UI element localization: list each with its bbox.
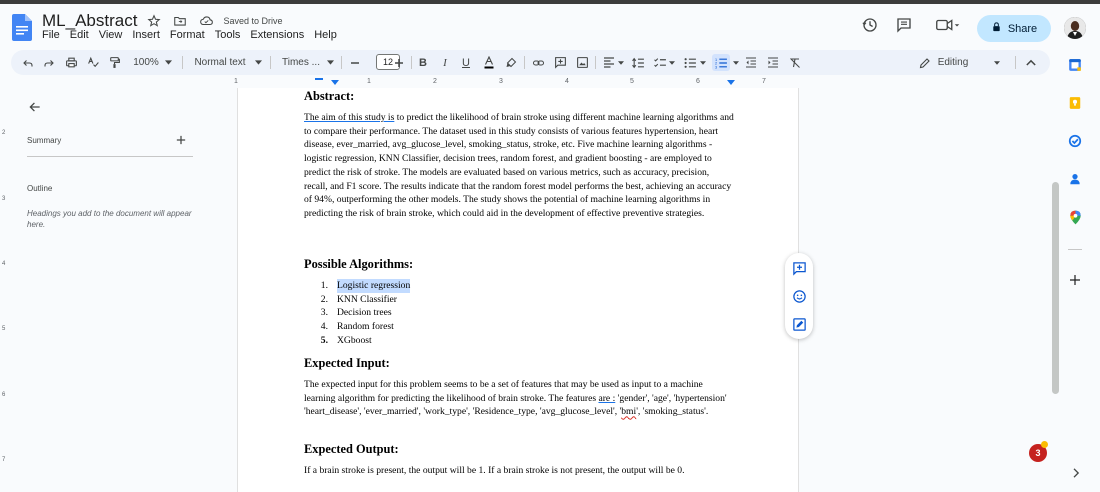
grammar-flag-text: are : (598, 392, 616, 404)
bold-icon[interactable]: B (419, 56, 427, 69)
abstract-paragraph[interactable] (304, 111, 734, 221)
ruler-number: 2 (433, 78, 437, 85)
maps-icon[interactable] (1064, 206, 1086, 228)
document-outline-panel (0, 88, 236, 492)
spellcheck-icon[interactable] (86, 55, 100, 70)
input-text: 'gender', 'age', 'hypertension' 'heart_disease', 'ever_married', 'work_type', 'Residence_type, 'avg_glucose_level', ' (304, 392, 727, 418)
emoji-reaction-icon[interactable] (791, 288, 807, 304)
menu-insert[interactable]: Insert (132, 29, 160, 41)
title-row (42, 11, 282, 31)
add-comment-icon[interactable] (553, 55, 567, 70)
docs-logo-icon[interactable] (12, 14, 32, 41)
list-text-selected: Logistic regression (337, 280, 411, 291)
editing-pencil-icon[interactable] (918, 55, 932, 70)
menu-edit[interactable]: Edit (69, 29, 89, 41)
menu-help[interactable]: Help (314, 29, 337, 41)
side-panel-divider (1068, 249, 1082, 250)
increase-font-size-icon[interactable] (393, 55, 405, 70)
paragraph-style-select[interactable]: Normal text (194, 57, 246, 68)
abstract-body-text: to predict the likelihood of brain stroke using different machine learning algorithms and to compare their performance. The dataset used in this study consists of various features hypertension, heart disease, ever_married, avg_glucose_level, smoking_status, stroke, etc. Five machine learning algorithms - logistic regression, KNN Classifier, decision trees, random forest, and gradient boosting - are employed to predict the risk of stroke. The models are evaluated based on various metrics, such as accuracy, precision, recall, and F1 score. The results indicate that the random forest model performs the best, achieving an accuracy of 94%, outperforming the other models. The study shows the potential of machine learning algorithms in predicting the risk of brain stroke, which could aid in the development of effective preventive strategies. (304, 112, 734, 219)
algorithms-list[interactable] (304, 279, 410, 348)
editing-mode-dropdown-icon[interactable] (993, 55, 1001, 70)
redo-icon[interactable] (42, 55, 56, 70)
list-number: 1. (320, 280, 328, 291)
editing-mode-select[interactable]: Editing (937, 57, 969, 68)
vruler-mark: 6 (2, 392, 6, 398)
list-item[interactable] (304, 320, 410, 334)
close-outline-arrow-icon[interactable] (28, 100, 42, 119)
left-indent-handle[interactable] (331, 80, 339, 85)
right-indent-handle[interactable] (727, 80, 735, 85)
numbered-list-dropdown-icon[interactable] (732, 55, 740, 70)
floating-comment-bar (785, 253, 813, 339)
cloud-saved-icon[interactable] (197, 12, 215, 30)
account-avatar[interactable] (1064, 17, 1086, 39)
horizontal-ruler (234, 78, 797, 88)
get-addons-plus-icon[interactable] (1064, 269, 1086, 291)
menu-format[interactable]: Format (169, 29, 205, 41)
menu-tools[interactable]: Tools (214, 29, 241, 41)
comments-icon[interactable] (895, 16, 913, 34)
vruler-mark: 7 (2, 457, 6, 463)
toolbar-divider (270, 56, 271, 69)
list-item[interactable] (304, 293, 410, 307)
move-folder-icon[interactable] (171, 12, 189, 30)
outline-label: Outline (27, 184, 53, 193)
list-item[interactable] (304, 306, 410, 320)
document-scrollbar-thumb[interactable] (1052, 182, 1059, 394)
lock-icon (991, 21, 1002, 36)
add-summary-plus-icon[interactable] (176, 132, 186, 148)
document-page[interactable] (237, 88, 799, 492)
ruler-number: 6 (696, 78, 700, 85)
checklist-icon[interactable] (653, 55, 667, 70)
menu-view[interactable]: View (98, 29, 123, 41)
text-color-icon[interactable] (482, 55, 496, 70)
font-size-input[interactable]: 12 (376, 54, 400, 70)
calendar-icon[interactable] (1064, 54, 1086, 76)
star-icon[interactable] (145, 12, 163, 30)
ruler-number: 3 (499, 78, 503, 85)
insert-link-icon[interactable] (531, 55, 545, 70)
outline-divider (27, 156, 193, 157)
toolbar-divider (182, 56, 183, 69)
contacts-icon[interactable] (1064, 168, 1086, 190)
clear-formatting-icon[interactable] (788, 55, 802, 70)
list-text: Random forest (337, 321, 394, 333)
output-paragraph[interactable]: If a brain stroke is present, the output will be 1. If a brain stroke is not present, the output will be 0. (304, 465, 685, 476)
vruler-mark: 3 (2, 196, 6, 202)
italic-icon[interactable]: I (443, 56, 447, 69)
add-comment-icon[interactable] (791, 260, 807, 276)
first-line-indent-handle[interactable] (315, 78, 323, 80)
list-number: 3. (320, 307, 328, 319)
zoom-value[interactable]: 100% (133, 57, 159, 68)
notification-dot (1041, 441, 1048, 448)
style-dropdown-icon[interactable] (254, 55, 262, 70)
algorithms-heading[interactable]: Possible Algorithms: (304, 257, 414, 271)
paint-format-icon[interactable] (107, 55, 121, 70)
assistant-notification-badge[interactable]: 3 (1029, 444, 1047, 462)
align-dropdown-icon[interactable] (617, 55, 625, 70)
suggest-edits-icon[interactable] (791, 316, 807, 332)
toolbar-divider (595, 56, 596, 69)
toolbar-divider (411, 56, 412, 69)
vruler-mark: 2 (2, 130, 6, 136)
svg-text:1: 1 (714, 57, 717, 62)
menu-bar (42, 29, 337, 41)
outline-hint: Headings you add to the document will appear here. (27, 209, 192, 229)
input-text: ', 'smoking_status'. (636, 406, 709, 418)
underline-icon[interactable]: U (462, 56, 470, 69)
abstract-heading[interactable]: Abstract: (304, 89, 355, 103)
checklist-dropdown-icon[interactable] (668, 55, 676, 70)
spelling-flag-text: bmi (621, 406, 637, 418)
menu-extensions[interactable]: Extensions (250, 29, 305, 41)
ruler-number: 4 (565, 78, 569, 85)
hide-menus-chevron-icon[interactable] (1024, 55, 1038, 70)
toolbar-divider (524, 56, 525, 69)
list-number: 4. (320, 321, 328, 333)
formatting-toolbar (11, 50, 1050, 75)
decrease-font-size-icon[interactable] (349, 55, 361, 70)
align-left-icon[interactable] (602, 55, 616, 70)
toolbar-divider (1015, 56, 1016, 69)
input-paragraph[interactable] (304, 378, 734, 419)
list-item[interactable] (304, 334, 410, 348)
line-spacing-icon[interactable] (631, 55, 645, 70)
output-heading[interactable]: Expected Output: (304, 442, 399, 456)
document-title[interactable]: ML_Abstract (42, 11, 138, 30)
docs-header (0, 4, 1100, 48)
font-dropdown-icon[interactable] (326, 55, 334, 70)
increase-indent-icon[interactable] (766, 55, 780, 70)
list-text: KNN Classifier (337, 293, 397, 305)
keep-icon[interactable] (1064, 92, 1086, 114)
tasks-icon[interactable] (1064, 130, 1086, 152)
meet-icon[interactable] (932, 16, 964, 34)
input-heading[interactable]: Expected Input: (304, 356, 390, 370)
toolbar-divider (341, 56, 342, 69)
undo-icon[interactable] (21, 55, 35, 70)
summary-label: Summary (27, 136, 62, 145)
vruler-mark: 4 (2, 261, 6, 267)
svg-text:2: 2 (714, 61, 717, 66)
numbered-list-icon[interactable] (712, 54, 730, 71)
share-button[interactable] (977, 15, 1051, 42)
list-number: 2. (320, 293, 328, 305)
version-history-icon[interactable] (861, 16, 879, 34)
save-status: Saved to Drive (223, 16, 283, 26)
ruler-number: 7 (762, 78, 766, 85)
ruler-number: 1 (367, 78, 371, 85)
vruler-mark: 5 (2, 326, 6, 332)
bulleted-list-dropdown-icon[interactable] (699, 55, 707, 70)
svg-text:3: 3 (714, 64, 717, 69)
font-family-select[interactable]: Times ... (282, 57, 320, 68)
list-item[interactable] (304, 279, 410, 293)
list-text: Decision trees (337, 307, 392, 319)
ruler-number: 1 (234, 78, 238, 85)
highlight-color-icon[interactable] (504, 55, 518, 70)
zoom-dropdown-icon[interactable] (164, 55, 172, 70)
decrease-indent-icon[interactable] (744, 55, 758, 70)
list-number: 5. (320, 334, 328, 346)
show-side-panel-chevron-icon[interactable] (1073, 467, 1080, 481)
input-text: The expected input for this problem seems to be a set of features that may be used as input to a machine learning algorithm for predicting the likelihood of brain stroke. The features (304, 379, 703, 404)
ruler-number: 5 (630, 78, 634, 85)
list-text: XGboost (337, 334, 372, 346)
abstract-lead-text: The aim of this study is (304, 112, 395, 123)
print-icon[interactable] (64, 55, 78, 70)
share-label: Share (1007, 22, 1038, 35)
bulleted-list-icon[interactable] (683, 55, 697, 70)
menu-file[interactable]: File (42, 29, 60, 41)
insert-image-icon[interactable] (575, 55, 589, 70)
